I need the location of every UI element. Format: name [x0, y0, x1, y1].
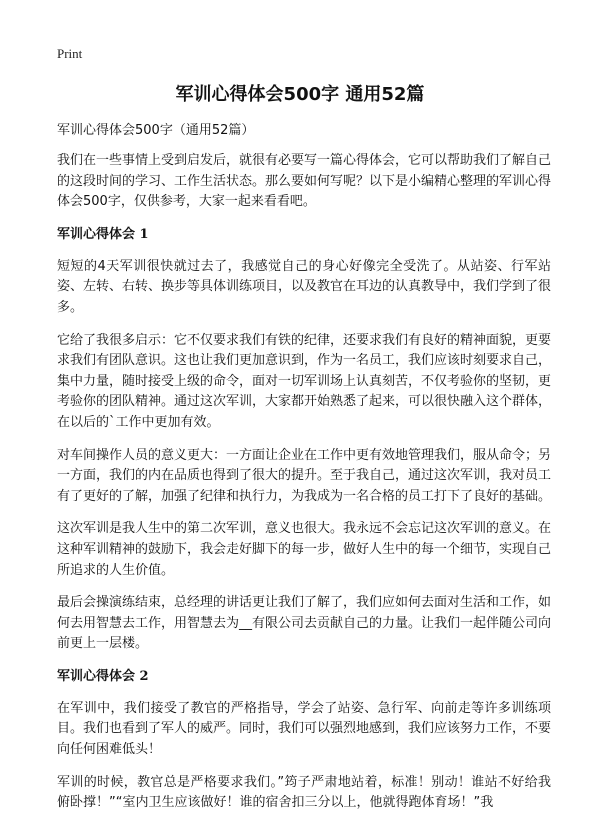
section-paragraph: 短短的4天军训很快就过去了，我感觉自己的身心好像完全受洗了。从站姿、行军站姿、左转、右转、换步等具体训练项目，以及教官在耳边的认真教导中，我们学到了很多。 [57, 258, 552, 315]
section-heading: 军训心得体会 1 [57, 226, 149, 242]
print-label: Print [57, 46, 83, 61]
document-body [57, 120, 551, 826]
section-paragraph: 它给了我很多启示：它不仅要求我们有铁的纪律，还要求我们有良好的精神面貌，更要求我们有团队意识。这也让我们更加意识到，作为一名员工，我们应该时刻要求自己，集中力量，随时接受上级的命令，面对一切军训场上认真刻苦，不仅考验你的坚韧，更考验你的团队精神。通过这次军训，大家都开始熟悉了起来，可以很快融入这个群体，在以后的`工作中更加有效。 [57, 332, 552, 430]
section-paragraph: 最后会操演练结束，总经理的讲话更让我们了解了，我们应如何去面对生活和工作，如何去用智慧去工作，用智慧去为__有限公司去贡献自己的力量。让我们一起伴随公司向前更上一层楼。 [57, 595, 552, 652]
document-title: 军训心得体会500字 通用52篇 [175, 84, 425, 105]
section-paragraph: 对车间操作人员的意义更大：一方面让企业在工作中更有效地管理我们，服从命令；另一方面，我们的内在品质也得到了很大的提升。至于我自己，通过这次军训，我对员工有了更好的了解，加强了纪律和执行力，为我成为一名合格的员工打下了良好的基础。 [57, 447, 552, 504]
section-heading: 军训心得体会 2 [57, 668, 149, 684]
section-paragraph: 军训的时候，教官总是严格要求我们。”筠子严肃地站着，标准！别动！谁站不好给我俯卧撑！”“室内卫生应该做好！谁的宿舍扣三分以上，他就得跑体育场！”我 [57, 774, 551, 811]
document-subtitle: 军训心得体会500字（通用52篇） [57, 123, 255, 138]
section-paragraph: 在军训中，我们接受了教官的严格指导，学会了站姿、急行军、向前走等许多训练项目。我们也看到了军人的威严。同时，我们可以强烈地感到，我们应该努力工作，不要向任何困难低头！ [57, 700, 552, 758]
intro-paragraph: 我们在一些事情上受到启发后，就很有必要写一篇心得体会，它可以帮助我们了解自己的这段时间的学习、工作生活状态。那么要如何写呢？以下是小编精心整理的军训心得体会500字，仅供参考，大家一起来看看吧。 [57, 153, 552, 210]
section-paragraph: 这次军训是我人生中的第二次军训，意义也很大。我永远不会忘记这次军训的意义。在这种军训精神的鼓励下，我会走好脚下的每一步，做好人生中的每一个细节，实现自己所追求的人生价值。 [57, 521, 552, 578]
